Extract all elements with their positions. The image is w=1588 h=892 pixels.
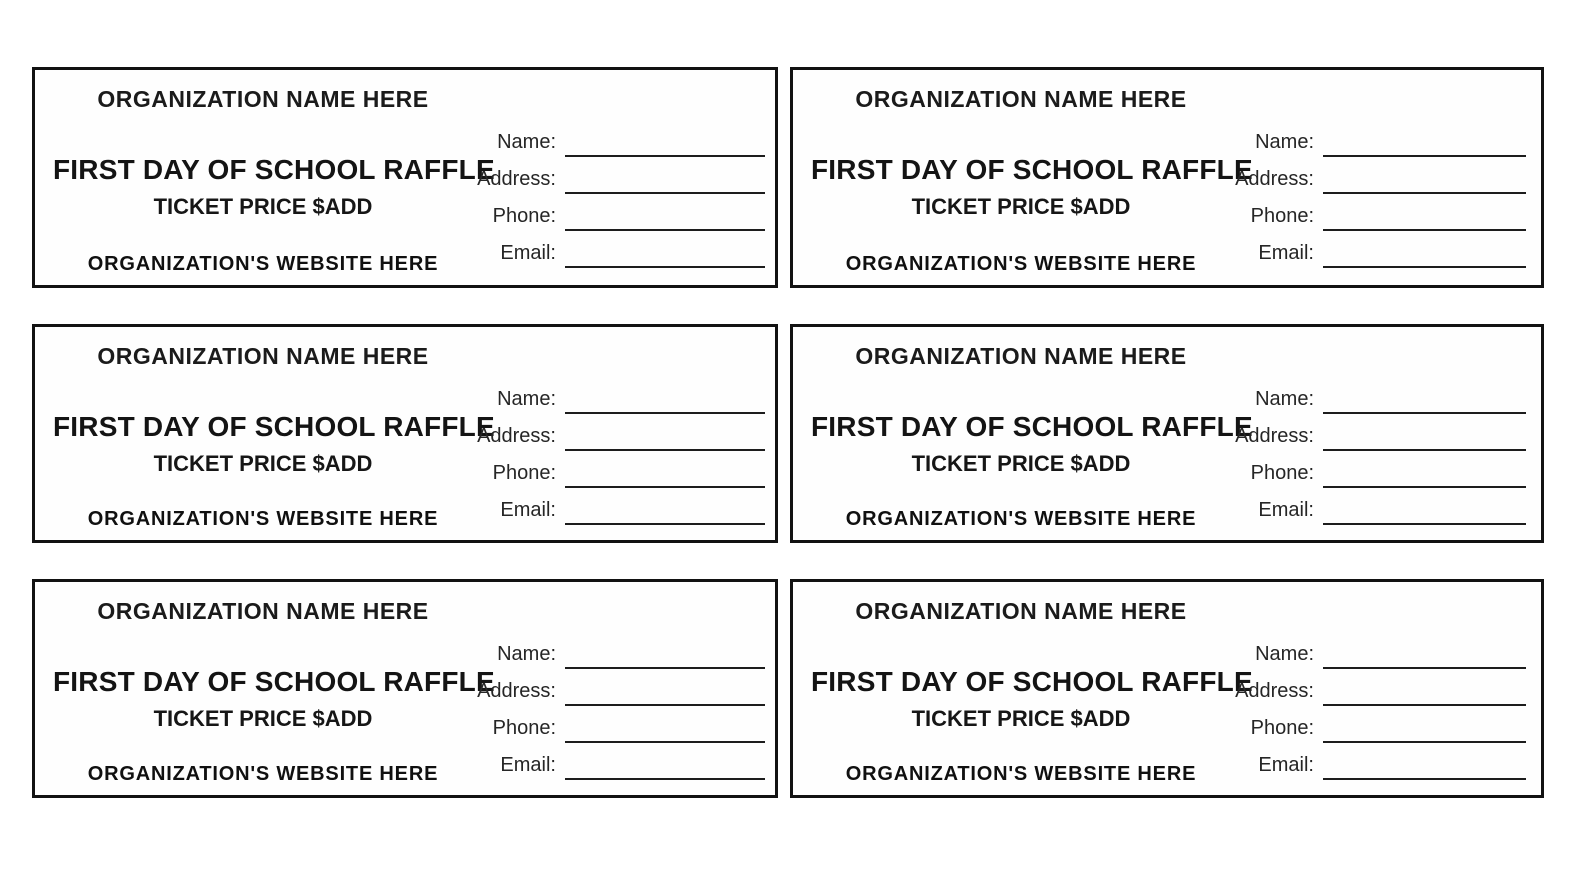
raffle-ticket-6 (790, 579, 1544, 798)
ticket-price: TICKET PRICE $ADD (911, 706, 1131, 731)
phone-blank-line (565, 205, 765, 231)
name-blank-line (565, 643, 765, 669)
name-blank-line (1323, 388, 1526, 414)
purchaser-form (463, 377, 765, 525)
address-blank-line (565, 168, 765, 194)
email-blank-line (1323, 242, 1526, 268)
form-row-address (463, 157, 765, 194)
address-label: Address: (1235, 680, 1314, 702)
raffle-ticket-1 (32, 67, 778, 288)
phone-blank-line (1323, 205, 1526, 231)
ticket-heading-block (53, 70, 495, 285)
form-row-email (1221, 231, 1531, 268)
form-row-name (463, 120, 765, 157)
organization-website: ORGANIZATION'S WEBSITE HERE (87, 763, 439, 785)
email-blank-line (565, 242, 765, 268)
ticket-price: TICKET PRICE $ADD (153, 451, 373, 476)
email-label: Email: (500, 242, 556, 264)
phone-label: Phone: (1250, 205, 1314, 227)
organization-name: ORGANIZATION NAME HERE (855, 343, 1187, 369)
phone-label: Phone: (1250, 717, 1314, 739)
form-row-email (463, 743, 765, 780)
form-row-email (463, 231, 765, 268)
organization-website: ORGANIZATION'S WEBSITE HERE (87, 253, 439, 275)
form-row-address (463, 669, 765, 706)
raffle-ticket-sheet (32, 67, 1544, 798)
purchaser-form (1221, 120, 1531, 268)
raffle-ticket-4 (790, 324, 1544, 543)
name-label: Name: (1255, 643, 1314, 665)
name-blank-line (1323, 131, 1526, 157)
name-blank-line (1323, 643, 1526, 669)
name-blank-line (565, 131, 765, 157)
form-row-email (1221, 488, 1531, 525)
name-label: Name: (497, 131, 556, 153)
form-row-name (1221, 120, 1531, 157)
phone-label: Phone: (492, 462, 556, 484)
email-label: Email: (1258, 242, 1314, 264)
email-blank-line (1323, 754, 1526, 780)
form-row-email (1221, 743, 1531, 780)
organization-name: ORGANIZATION NAME HERE (97, 598, 429, 624)
form-row-phone (1221, 194, 1531, 231)
form-row-phone (463, 194, 765, 231)
form-row-phone (1221, 451, 1531, 488)
form-row-phone (463, 451, 765, 488)
raffle-title: FIRST DAY OF SCHOOL RAFFLE (53, 411, 495, 442)
address-blank-line (1323, 680, 1526, 706)
raffle-title: FIRST DAY OF SCHOOL RAFFLE (53, 666, 495, 697)
purchaser-form (463, 120, 765, 268)
phone-blank-line (565, 462, 765, 488)
address-blank-line (565, 680, 765, 706)
address-label: Address: (1235, 425, 1314, 447)
raffle-title: FIRST DAY OF SCHOOL RAFFLE (811, 666, 1253, 697)
form-row-name (463, 632, 765, 669)
raffle-title: FIRST DAY OF SCHOOL RAFFLE (53, 154, 495, 185)
address-blank-line (1323, 168, 1526, 194)
raffle-ticket-3 (32, 324, 778, 543)
address-blank-line (1323, 425, 1526, 451)
address-label: Address: (477, 425, 556, 447)
organization-website: ORGANIZATION'S WEBSITE HERE (845, 253, 1197, 275)
purchaser-form (1221, 377, 1531, 525)
form-row-address (1221, 414, 1531, 451)
ticket-price: TICKET PRICE $ADD (153, 194, 373, 219)
ticket-price: TICKET PRICE $ADD (153, 706, 373, 731)
name-label: Name: (1255, 388, 1314, 410)
name-label: Name: (497, 643, 556, 665)
email-blank-line (565, 754, 765, 780)
form-row-name (463, 377, 765, 414)
phone-blank-line (1323, 462, 1526, 488)
form-row-email (463, 488, 765, 525)
phone-blank-line (1323, 717, 1526, 743)
address-label: Address: (1235, 168, 1314, 190)
form-row-address (1221, 157, 1531, 194)
purchaser-form (1221, 632, 1531, 780)
phone-label: Phone: (492, 205, 556, 227)
raffle-title: FIRST DAY OF SCHOOL RAFFLE (811, 411, 1253, 442)
email-label: Email: (500, 499, 556, 521)
ticket-heading-block (811, 70, 1253, 285)
raffle-title: FIRST DAY OF SCHOOL RAFFLE (811, 154, 1253, 185)
ticket-heading-block (53, 582, 495, 795)
name-label: Name: (1255, 131, 1314, 153)
phone-label: Phone: (1250, 462, 1314, 484)
phone-blank-line (565, 717, 765, 743)
form-row-phone (1221, 706, 1531, 743)
form-row-name (1221, 377, 1531, 414)
email-label: Email: (1258, 499, 1314, 521)
raffle-ticket-2 (790, 67, 1544, 288)
ticket-heading-block (53, 327, 495, 540)
email-label: Email: (500, 754, 556, 776)
form-row-address (463, 414, 765, 451)
organization-website: ORGANIZATION'S WEBSITE HERE (845, 508, 1197, 530)
address-label: Address: (477, 168, 556, 190)
form-row-address (1221, 669, 1531, 706)
organization-website: ORGANIZATION'S WEBSITE HERE (845, 763, 1197, 785)
email-blank-line (565, 499, 765, 525)
ticket-heading-block (811, 582, 1253, 795)
ticket-price: TICKET PRICE $ADD (911, 194, 1131, 219)
organization-name: ORGANIZATION NAME HERE (855, 598, 1187, 624)
ticket-heading-block (811, 327, 1253, 540)
purchaser-form (463, 632, 765, 780)
name-label: Name: (497, 388, 556, 410)
ticket-price: TICKET PRICE $ADD (911, 451, 1131, 476)
email-blank-line (1323, 499, 1526, 525)
form-row-phone (463, 706, 765, 743)
raffle-ticket-5 (32, 579, 778, 798)
organization-website: ORGANIZATION'S WEBSITE HERE (87, 508, 439, 530)
organization-name: ORGANIZATION NAME HERE (97, 86, 429, 112)
email-label: Email: (1258, 754, 1314, 776)
address-label: Address: (477, 680, 556, 702)
address-blank-line (565, 425, 765, 451)
name-blank-line (565, 388, 765, 414)
organization-name: ORGANIZATION NAME HERE (97, 343, 429, 369)
organization-name: ORGANIZATION NAME HERE (855, 86, 1187, 112)
form-row-name (1221, 632, 1531, 669)
phone-label: Phone: (492, 717, 556, 739)
